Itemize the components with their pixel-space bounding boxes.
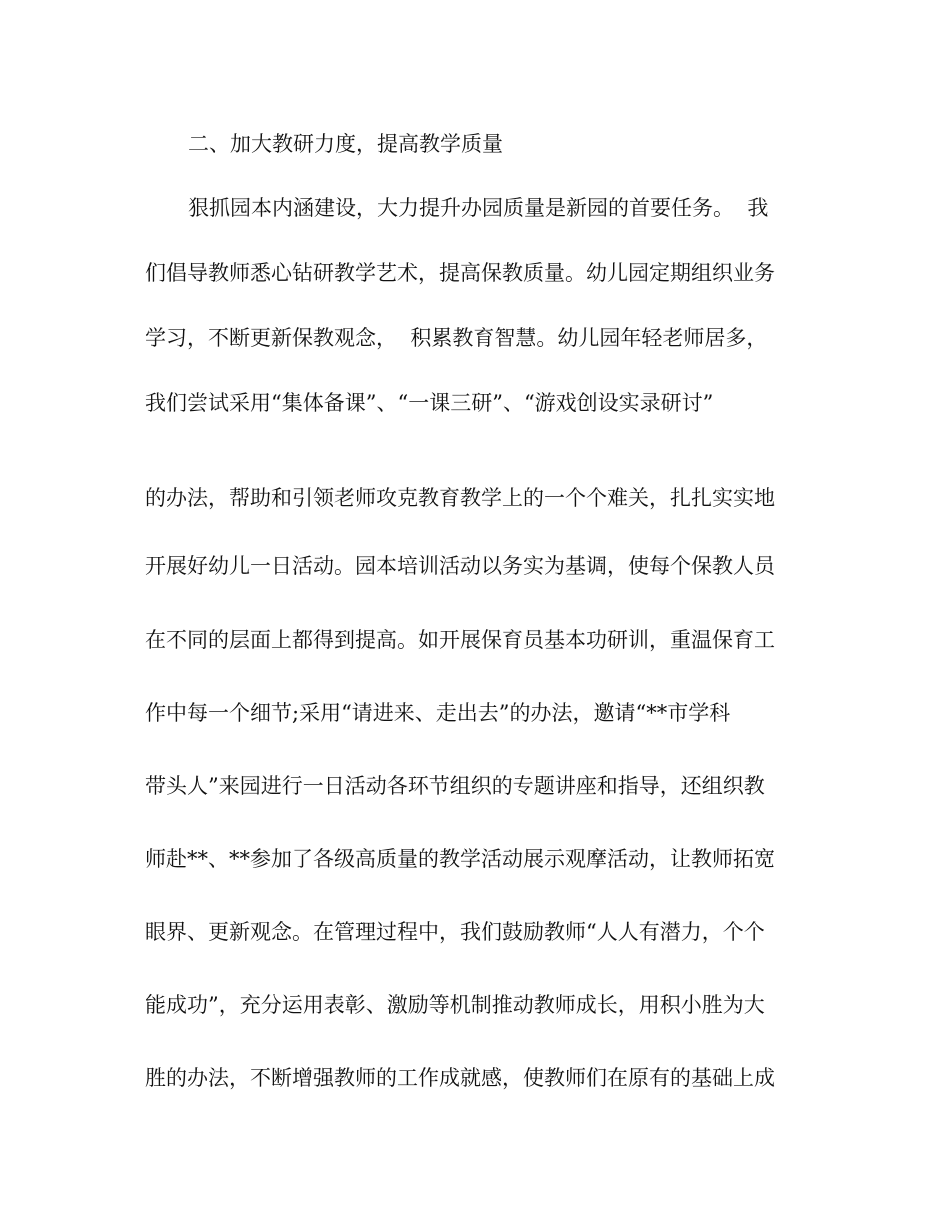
section-heading: 二、加大教研力度，提高教学质量 [188, 132, 503, 156]
paragraph-line: 开展好幼儿一日活动。园本培训活动以务实为基调，使每个保教人员 [145, 554, 775, 578]
paragraph-line: 眼界、更新观念。在管理过程中，我们鼓励教师“人人有潜力，个个 [145, 920, 765, 944]
paragraph-line: 狠抓园本内涵建设，大力提升办园质量是新园的首要任务。 我 [188, 196, 769, 220]
paragraph-line: 学习，不断更新保教观念， 积累教育智慧。幼儿园年轻老师居多， [145, 326, 768, 350]
paragraph-line: 作中每一个细节;采用“请进来、走出去”的办法，邀请“**市学科 [145, 701, 731, 725]
paragraph-line: 们倡导教师悉心钻研教学艺术，提高保教质量。幼儿园定期组织业务 [145, 261, 775, 285]
paragraph-line: 带头人”来园进行一日活动各环节组织的专题讲座和指导，还组织教 [145, 774, 765, 798]
paragraph-line: 我们尝试采用“集体备课”、“一课三研”、“游戏创设实录研讨” [145, 391, 714, 415]
paragraph-line: 师赴**、**参加了各级高质量的教学活动展示观摩活动，让教师拓宽 [145, 847, 775, 871]
paragraph-line: 在不同的层面上都得到提高。如开展保育员基本功研训，重温保育工 [145, 628, 775, 652]
paragraph-line: 能成功”，充分运用表彰、激励等机制推动教师成长，用积小胜为大 [145, 993, 765, 1017]
paragraph-line: 胜的办法，不断增强教师的工作成就感，使教师们在原有的基础上成 [145, 1066, 775, 1090]
paragraph-line: 的办法，帮助和引领老师攻克教育教学上的一个个难关，扎扎实实地 [145, 486, 775, 510]
